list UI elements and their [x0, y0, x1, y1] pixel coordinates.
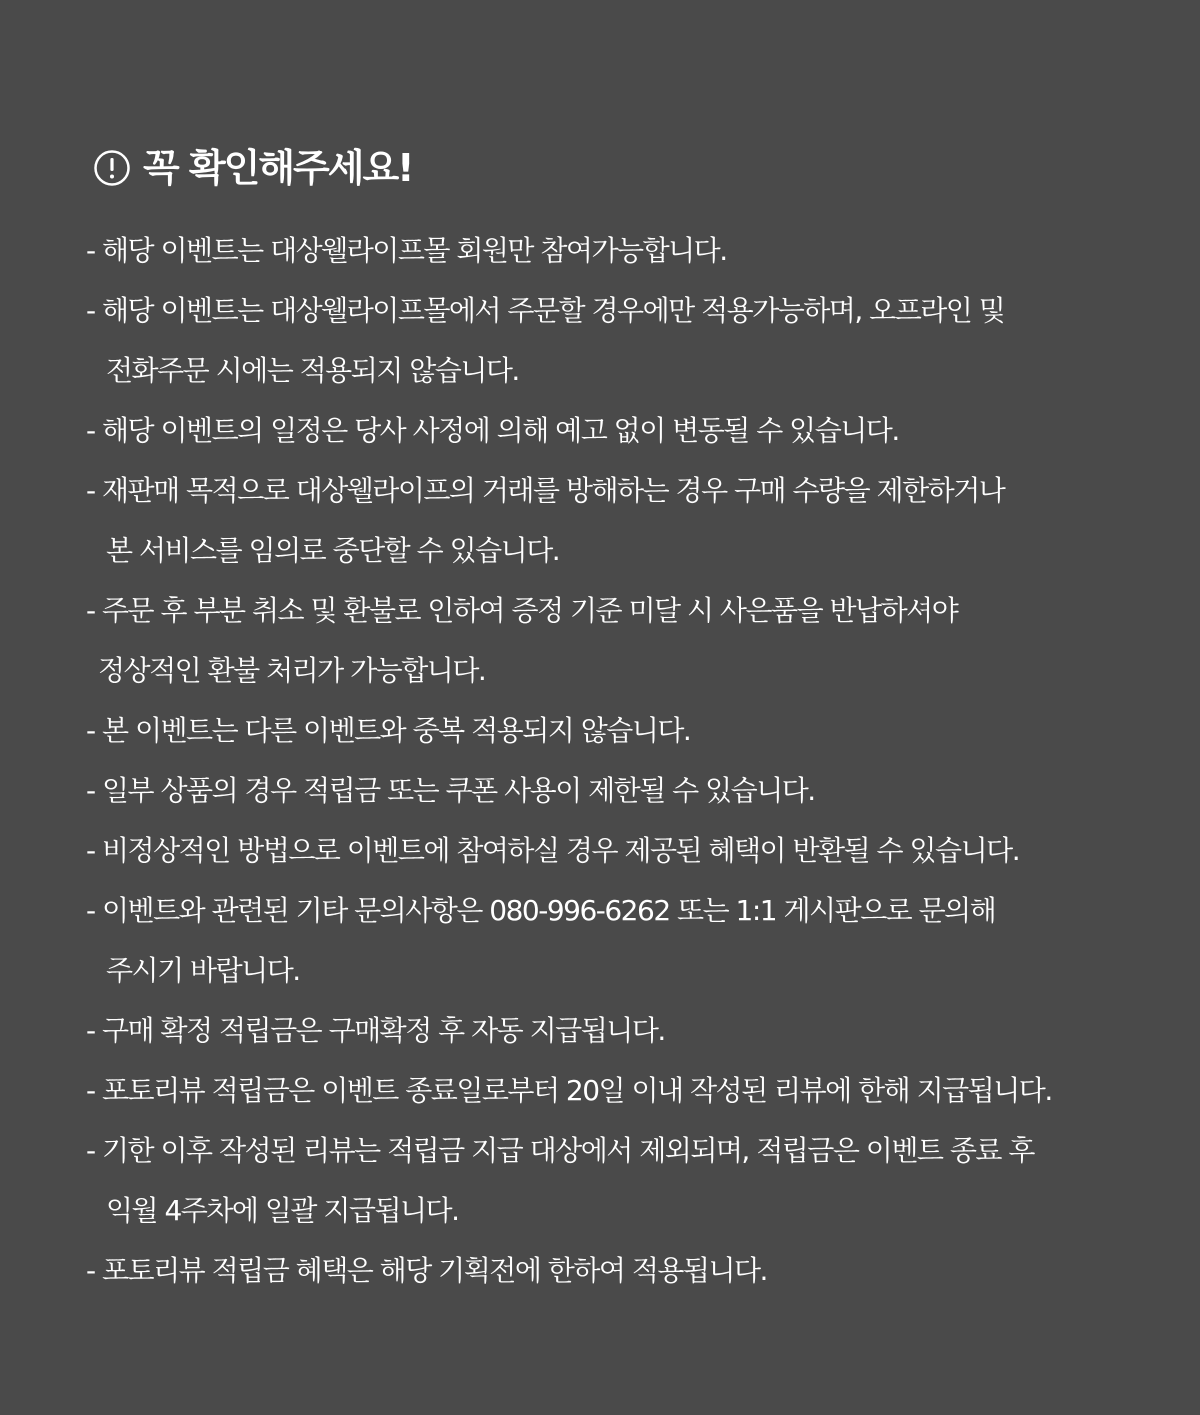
notice-line: - 기한 이후 작성된 리뷰는 적립금 지급 대상에서 제외되며, 적립금은 이벤트 종료 후 [86, 1134, 1034, 1167]
notice-line: - 포토리뷰 적립금 혜택은 해당 기획전에 한하여 적용됩니다. [86, 1254, 767, 1287]
notice-line: - 재판매 목적으로 대상웰라이프의 거래를 방해하는 경우 구매 수량을 제한하거나 [86, 474, 1005, 507]
notice-line: - 주문 후 부분 취소 및 환불로 인하여 증정 기준 미달 시 사은품을 반납하셔야 [86, 594, 958, 627]
notice-line: - 일부 상품의 경우 적립금 또는 쿠폰 사용이 제한될 수 있습니다. [86, 774, 815, 807]
notice-line-continued: 정상적인 환불 처리가 가능합니다. [98, 654, 486, 687]
notice-line: - 비정상적인 방법으로 이벤트에 참여하실 경우 제공된 혜택이 반환될 수 있습니다. [86, 834, 1020, 867]
notice-line-continued: 주시기 바랍니다. [106, 954, 300, 987]
notice-line: - 해당 이벤트는 대상웰라이프몰 회원만 참여가능합니다. [86, 234, 727, 267]
exclamation-circle-icon [93, 149, 131, 187]
notice-line-continued: 본 서비스를 임의로 중단할 수 있습니다. [106, 534, 560, 567]
notice-title: 꼭 확인해주세요! [143, 146, 413, 190]
notice-line: - 해당 이벤트는 대상웰라이프몰에서 주문할 경우에만 적용가능하며, 오프라인 및 [86, 294, 1005, 327]
notice-line: - 이벤트와 관련된 기타 문의사항은 080-996-6262 또는 1:1 게시판으로 문의해 [86, 894, 996, 927]
notice-line: - 포토리뷰 적립금은 이벤트 종료일로부터 20일 이내 작성된 리뷰에 한해 지급됩니다. [86, 1074, 1052, 1107]
notice-line: - 본 이벤트는 다른 이벤트와 중복 적용되지 않습니다. [86, 714, 691, 747]
notice-heading [93, 140, 413, 196]
notice-line-continued: 전화주문 시에는 적용되지 않습니다. [106, 354, 519, 387]
notice-line: - 해당 이벤트의 일정은 당사 사정에 의해 예고 없이 변동될 수 있습니다. [86, 414, 899, 447]
notice-line-continued: 익월 4주차에 일괄 지급됩니다. [106, 1194, 459, 1227]
notice-line: - 구매 확정 적립금은 구매확정 후 자동 지급됩니다. [86, 1014, 665, 1047]
